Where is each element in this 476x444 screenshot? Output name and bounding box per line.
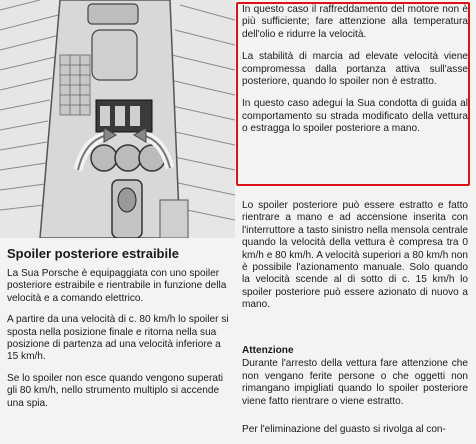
attention-text: Durante l'arresto della vettura fare attenzione che non vengano ferite persone o che oggetti non rimangano impigliati quando lo spoiler posteriore viene fatto rientrare o viene estratto. <box>242 358 468 407</box>
warning-paragraph: La stabilità di marcia ad elevate velocità viene compromessa dalla portanza attiva sull'asse posteriore, quando lo spoiler non è estratto. <box>242 51 468 88</box>
attention-block <box>242 345 468 416</box>
manual-operation-block <box>242 200 468 320</box>
paragraph: Per l'eliminazione del guasto si rivolga al con- <box>242 424 446 435</box>
center-console-drawing <box>0 0 235 238</box>
fault-block <box>242 424 468 444</box>
paragraph: Lo spoiler posteriore può essere estratto e fatto rientrare a mano e ad accensione inserita con l'interruttore a tasto sinistro nella mensola centrale quando la velocità della vettura è compresa tra 0 km/h e 80 km/h. A velocità superiori a 80 km/h non è possibile l'azionamento manuale. Solo quando la velocità scende al di sotto di c. 15 km/h lo spoiler posteriore può essere azionato di nuovo a mano. <box>242 200 468 311</box>
warning-paragraph: In questo caso adegui la Sua condotta di guida al comportamento su strada modificato della vettura o estragga lo spoiler posteriore a mano. <box>242 98 468 135</box>
paragraph: A partire da una velocità di c. 80 km/h lo spoiler si sposta nella posizione finale e ritorna nella sua posizione di partenza ad una velocità inferiore a 15 km/h. <box>7 314 229 363</box>
warning-paragraph: In questo caso il raffreddamento del motore non è più sufficiente; fare attenzione alla temperatura dell'olio e ridurre la velocità. <box>242 4 468 40</box>
warning-text-block <box>242 4 468 146</box>
section-heading: Spoiler posteriore estraibile <box>7 246 179 261</box>
paragraph: La Sua Porsche è equipaggiata con uno spoiler posteriore estraibile e rientrabile in funzione della velocità e a comando elettrico. <box>7 268 227 304</box>
center-console-illustration <box>0 0 235 238</box>
left-column <box>7 246 233 419</box>
attention-heading: Attenzione <box>242 345 294 356</box>
paragraph: Se lo spoiler non esce quando vengono superati gli 80 km/h, nello strumento multiplo si accende una spia. <box>7 372 224 409</box>
